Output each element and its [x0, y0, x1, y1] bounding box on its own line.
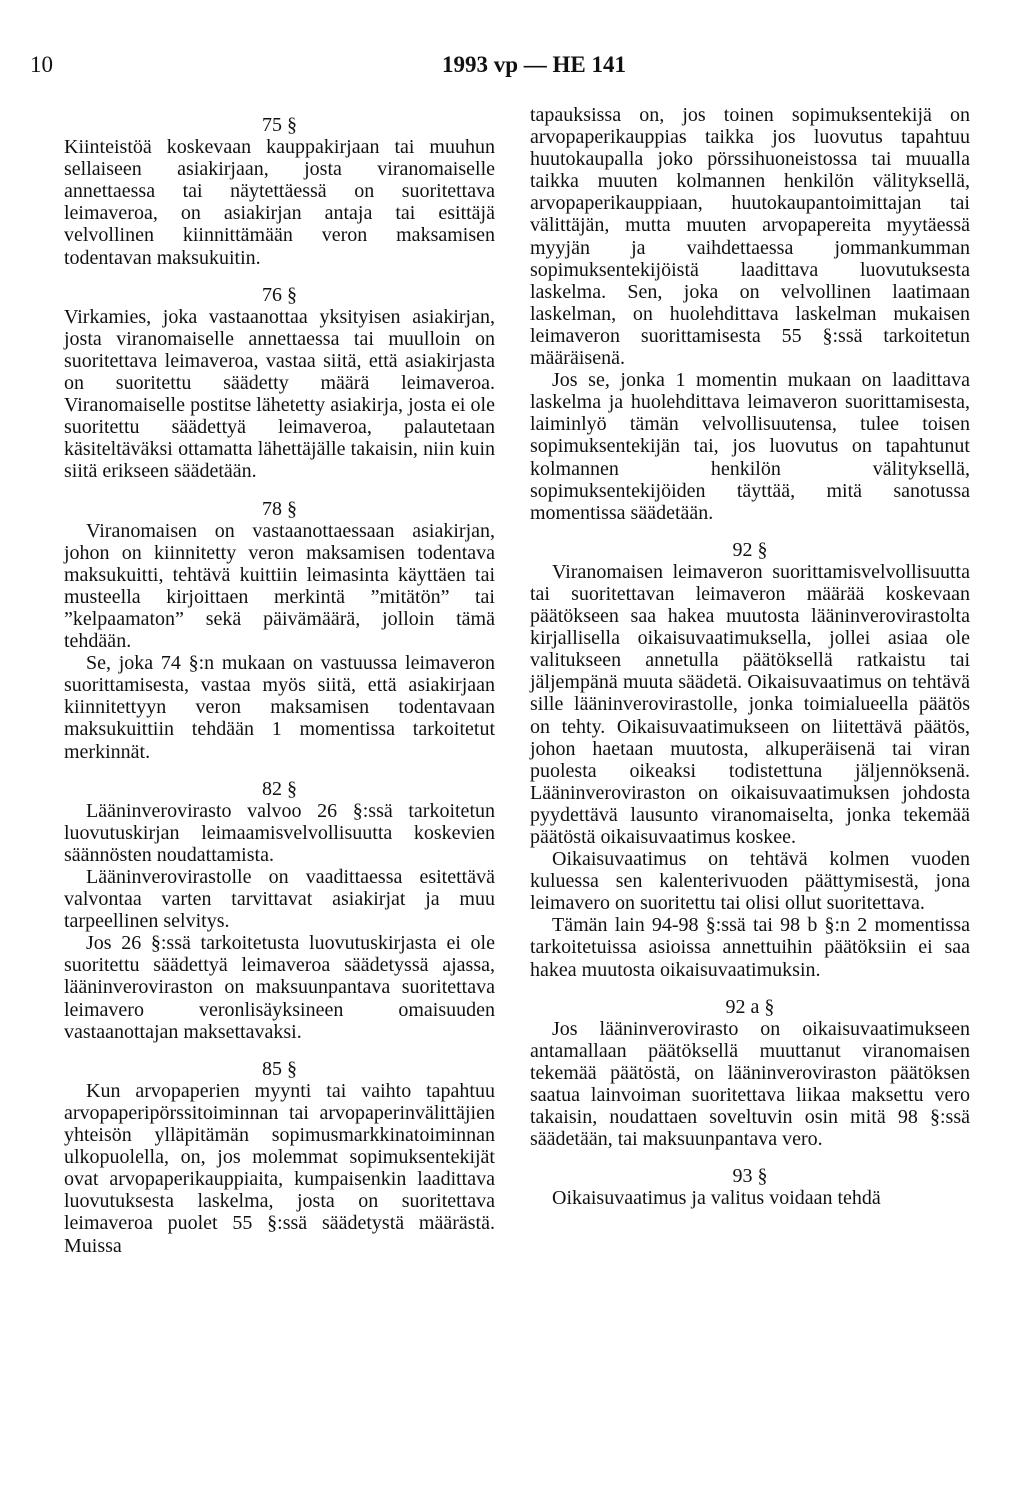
section-heading: 92 § [732, 538, 768, 561]
section-heading: 75 § [262, 114, 297, 136]
section-heading: 82 § [262, 777, 297, 800]
section-78 [64, 494, 495, 763]
section-heading: 78 § [262, 497, 297, 520]
section-93 [530, 1161, 970, 1209]
paragraph: Oikaisuvaatimus ja valitus voidaan tehdä [552, 1187, 881, 1210]
right-column [530, 104, 970, 1210]
section-85-continued [530, 104, 970, 524]
paragraph: Kiinteistöä koskevaan kauppakirjaan tai muuhun sellaiseen asiakirjaan, josta viranomaiselle annettaessa tai näytettäessä on suoritettava leimaveroa, on asiakirjan antaja tai esittäjä velvollinen kiinnittämään veron maksamisen todentavan maksukuitin. [64, 136, 495, 269]
paragraph: Oikaisuvaatimus on tehtävä kolmen vuoden kuluessa sen kalenterivuoden päättymisestä, jona leimavero on suoritettu tai olisi ollut suoritettava. [530, 848, 970, 915]
paragraph: Viranomaisen leimaveron suorittamisvelvollisuutta tai suoritettavan leimaveron määrää koskevaan päätökseen saa hakea muutosta lääninverovirastolta kirjallisella oikaisuvaatimuksella, jollei asiaa ole valitukseen annetulla päätöksellä ratkaistu tai jäljempänä muuta säädetä. Oikaisuvaatimus on tehtävä sille lääninverovirastolle, jonka toimialueella päätös on tehty. Oikaisuvaatimukseen on liitettävä päätös, johon haetaan muutosta, alkuperäisenä tai viran puolesta oikeaksi todistettuna jäljennöksenä. Lääninveroviraston on oikaisuvaatimuksen johdosta pyydettävä lausunto viranomaiselta, jonka tekemää päätöstä oikaisuvaatimus koskee. [530, 560, 970, 848]
section-92 [530, 535, 970, 981]
page-header [30, 52, 990, 92]
section-heading: 85 § [262, 1057, 297, 1080]
paragraph: Jos 26 §:ssä tarkoitetusta luovutuskirjasta ei ole suoritettu säädettyä leimaveroa säädetyssä ajassa, lääninveroviraston on maksuunpantava suoritettava leimavero veronlisäyksineen omaisuuden vastaanottajan maksettavaksi. [64, 932, 495, 1043]
document-id: 1993 vp — HE 141 [442, 52, 627, 77]
section-heading: 93 § [732, 1165, 768, 1188]
section-75 [64, 104, 495, 269]
section-heading: 76 § [262, 283, 297, 306]
section-heading: 92 a § [725, 995, 775, 1018]
paragraph: Se, joka 74 §:n mukaan on vastuussa leimaveron suorittamisesta, vastaa myös siitä, että asiakirjaan kiinnitettyyn veron maksamisen todentavaan maksukuittiin tehdään 1 momentissa tarkoitetut merkinnät. [64, 652, 495, 763]
section-92a [530, 992, 970, 1151]
section-76 [64, 280, 495, 483]
section-82 [64, 774, 495, 1043]
left-column [64, 104, 495, 1257]
paragraph: Virkamies, joka vastaanottaa yksityisen asiakirjan, josta viranomaiselle annettaessa tai muulloin on suoritettava leimaveroa, vastaa siitä, että asiakirjasta on suoritettu säädetty määrä leimaveroa. Viranomaiselle postitse lähetetty asiakirja, josta ei ole suoritettu säädettyä leimaveroa, palautetaan käsiteltäväksi ottamatta lähettäjälle takaisin, niin kuin siitä erikseen säädetään. [64, 305, 495, 483]
paragraph: Viranomaisen on vastaanottaessaan asiakirjan, johon on kiinnitetty veron maksamisen todentava maksukuitti, tehtävä kuittiin leimasinta käyttäen tai musteella kirjoittaen merkintä ”mitätön” tai ”kelpaamaton” sekä päivämäärä, jolloin tämä tehdään. [64, 519, 495, 653]
paragraph: Jos se, jonka 1 momentin mukaan on laadittava laskelma ja huolehdittava leimaveron suorittamisesta, laiminlyö tämän velvollisuutensa, tulee toisen sopimuksentekijän tai, jos luovutus on tapahtunut kolmannen henkilön välityksellä, sopimuksentekijöiden täyttää, mitä sanotussa momentissa säädetään. [530, 369, 970, 524]
paragraph: Lääninverovirasto valvoo 26 §:ssä tarkoitetun luovutuskirjan leimaamisvelvollisuutta koskevien säännösten noudattamista. [64, 799, 495, 866]
section-85 [64, 1054, 495, 1257]
paragraph: Tämän lain 94-98 §:ssä tai 98 b §:n 2 momentissa tarkoitetuissa asioissa annettuihin päätöksiin ei saa hakea muutosta oikaisuvaatimuksin. [530, 914, 970, 981]
paragraph: Jos lääninverovirasto on oikaisuvaatimukseen antamallaan päätöksellä muuttanut viranomaisen tekemää päätöstä, on lääninveroviraston päätöksen saatua lainvoiman suoritettava liikaa maksettu vero takaisin, noudattaen soveltuvin osin mitä 98 §:ssä säädetään, tai maksuunpantava vero. [530, 1017, 970, 1151]
page-number: 10 [30, 52, 53, 77]
paragraph: Lääninverovirastolle on vaadittaessa esitettävä valvontaa varten tarvittavat asiakirjat ja muu tarpeellinen selvitys. [64, 866, 495, 933]
paragraph: Kun arvopaperien myynti tai vaihto tapahtuu arvopaperipörssitoiminnan tai arvopaperinvälittäjien yhteisön ylläpitämän sopimusmarkkinatoiminnan ulkopuolella, on, jos molemmat sopimuksentekijät ovat arvopaperikauppiaita, kumpaisenkin laadittava luovutuksesta laskelma, josta on suoritettava leimaveroa puolet 55 §:ssä säädetystä määrästä. Muissa [64, 1079, 495, 1257]
paragraph: tapauksissa on, jos toinen sopimuksentekijä on arvopaperikauppias taikka jos luovutus tapahtuu huutokaupalla joko pörssihuoneistossa tai muualla taikka muuten kolmannen henkilön välityksellä, arvopaperikauppiaan, huutokaupantoimittajan tai välittäjän, mutta muuten arvopapereita myytäessä myyjän ja vaihdettaessa jommankumman sopimuksentekijöistä laadittava luovutuksesta laskelma. Sen, joka on velvollinen laatimaan laskelman, on huolehdittava laskelman mukaisen leimaveron suorittamisesta 55 §:ssä tarkoitetun määräisenä. [530, 104, 970, 370]
